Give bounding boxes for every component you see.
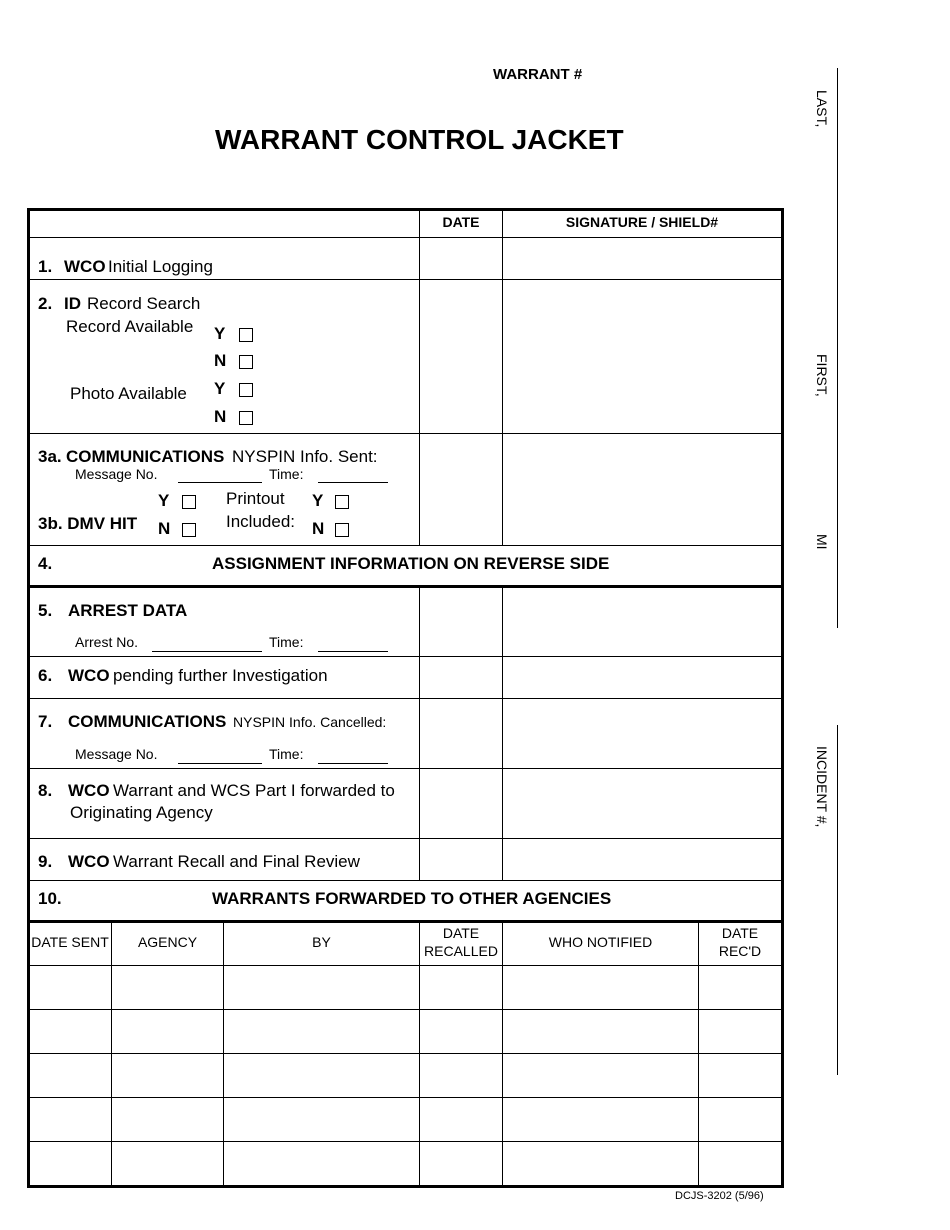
row-line xyxy=(27,965,784,966)
row7-text: NYSPIN Info. Cancelled: xyxy=(233,714,387,730)
row-line xyxy=(27,838,784,839)
row7-message-label: Message No. xyxy=(75,746,158,762)
fwd-col-divider xyxy=(419,921,420,1186)
row-line xyxy=(27,545,784,546)
row3a-number: 3a. xyxy=(38,447,62,466)
row-line xyxy=(27,237,784,238)
row-line xyxy=(27,1053,784,1054)
row10-text: WARRANTS FORWARDED TO OTHER AGENCIES xyxy=(212,889,612,908)
row7-number: 7. xyxy=(38,712,53,731)
dmv-yes-checkbox[interactable] xyxy=(182,495,196,509)
arrest-no-field[interactable] xyxy=(152,651,262,652)
col-date-recalled-line1: DATE xyxy=(442,925,480,941)
row4-number: 4. xyxy=(38,554,53,573)
row5-bold: ARREST DATA xyxy=(68,601,188,620)
row-line xyxy=(27,920,784,923)
row3a-bold: COMMUNICATIONS xyxy=(66,447,225,466)
row2-bold: ID xyxy=(64,294,81,313)
row5-number: 5. xyxy=(38,601,53,620)
col-who-notified: WHO NOTIFIED xyxy=(548,934,653,950)
side-label-last: LAST, xyxy=(814,90,830,128)
record-available-label: Record Available xyxy=(66,317,194,336)
sig-col-divider-b xyxy=(502,586,503,880)
row-line xyxy=(27,279,784,280)
col-date-recd-line1: DATE xyxy=(721,925,759,941)
row2-number: 2. xyxy=(38,294,53,313)
printout-label: Printout xyxy=(226,489,285,508)
row7-time-label: Time: xyxy=(269,746,304,762)
arrest-no-label: Arrest No. xyxy=(75,634,139,650)
col-by: BY xyxy=(312,934,331,950)
signature-column-header: SIGNATURE / SHIELD# xyxy=(565,214,719,230)
row1-text: Initial Logging xyxy=(108,257,213,276)
row5-time-field[interactable] xyxy=(318,651,388,652)
printout-yes-label: Y xyxy=(312,491,324,510)
row3a-message-field[interactable] xyxy=(178,482,262,483)
row9-bold: WCO xyxy=(68,852,110,871)
row7-message-field[interactable] xyxy=(178,763,262,764)
row-line xyxy=(27,880,784,881)
photo-no-checkbox[interactable] xyxy=(239,411,253,425)
record-no-checkbox[interactable] xyxy=(239,355,253,369)
record-yes-label: Y xyxy=(214,324,226,343)
row-line xyxy=(27,656,784,657)
row3a-time-field[interactable] xyxy=(318,482,388,483)
col-date-recd-line2: REC'D xyxy=(718,943,762,959)
row8-text: Warrant and WCS Part I forwarded to xyxy=(113,781,395,800)
record-yes-checkbox[interactable] xyxy=(239,328,253,342)
row8-bold: WCO xyxy=(68,781,110,800)
row3b-label: 3b. DMV HIT xyxy=(38,514,138,533)
fwd-col-divider xyxy=(698,921,699,1186)
fwd-col-divider xyxy=(111,921,112,1186)
side-label-mi: MI xyxy=(814,534,830,550)
photo-yes-checkbox[interactable] xyxy=(239,383,253,397)
row2-text: Record Search xyxy=(87,294,201,313)
row-line xyxy=(27,585,784,588)
row7-bold: COMMUNICATIONS xyxy=(68,712,227,731)
row-line xyxy=(27,698,784,699)
row8-text-line2: Originating Agency xyxy=(70,803,213,822)
row3a-message-label: Message No. xyxy=(75,466,158,482)
row-line xyxy=(27,1009,784,1010)
date-column-header: DATE xyxy=(442,214,480,230)
form-title: WARRANT CONTROL JACKET xyxy=(215,124,624,155)
side-label-incident: INCIDENT #, xyxy=(814,746,830,828)
row6-bold: WCO xyxy=(68,666,110,685)
row3a-time-label: Time: xyxy=(269,466,304,482)
row1-bold: WCO xyxy=(64,257,106,276)
row1-number: 1. xyxy=(38,257,53,276)
form-number: DCJS-3202 (5/96) xyxy=(675,1190,764,1202)
printout-no-label: N xyxy=(312,519,325,538)
date-col-divider-a xyxy=(419,208,420,545)
photo-no-label: N xyxy=(214,407,227,426)
col-agency: AGENCY xyxy=(137,934,198,950)
fwd-col-divider xyxy=(502,921,503,1186)
dmv-no-label: N xyxy=(158,519,171,538)
row8-number: 8. xyxy=(38,781,53,800)
included-label: Included: xyxy=(226,512,295,531)
table-bottom-border xyxy=(27,1185,784,1188)
row7-time-field[interactable] xyxy=(318,763,388,764)
date-col-divider-b xyxy=(419,586,420,880)
side-name-line xyxy=(837,68,838,628)
row-line xyxy=(27,1097,784,1098)
row5-time-label: Time: xyxy=(269,634,304,650)
sig-col-divider-a xyxy=(502,208,503,545)
warrant-number-label: WARRANT # xyxy=(493,66,583,83)
photo-available-label: Photo Available xyxy=(70,384,187,403)
row-line xyxy=(27,433,784,434)
col-date-recalled-line2: RECALLED xyxy=(424,943,498,959)
row4-text: ASSIGNMENT INFORMATION ON REVERSE SIDE xyxy=(212,554,610,573)
row10-number: 10. xyxy=(38,889,62,908)
row9-text: Warrant Recall and Final Review xyxy=(113,852,360,871)
dmv-yes-label: Y xyxy=(158,491,170,510)
row6-number: 6. xyxy=(38,666,53,685)
table-top-border xyxy=(27,208,784,211)
record-no-label: N xyxy=(214,351,227,370)
row6-text: pending further Investigation xyxy=(113,666,328,685)
side-incident-line xyxy=(837,725,838,1075)
row-line xyxy=(27,1141,784,1142)
printout-no-checkbox[interactable] xyxy=(335,523,349,537)
row9-number: 9. xyxy=(38,852,53,871)
row3a-text: NYSPIN Info. Sent: xyxy=(232,447,378,466)
dmv-no-checkbox[interactable] xyxy=(182,523,196,537)
row-line xyxy=(27,768,784,769)
printout-yes-checkbox[interactable] xyxy=(335,495,349,509)
side-label-first: FIRST, xyxy=(814,354,830,397)
fwd-col-divider xyxy=(223,921,224,1186)
photo-yes-label: Y xyxy=(214,379,226,398)
col-date-sent: DATE SENT xyxy=(31,934,109,950)
